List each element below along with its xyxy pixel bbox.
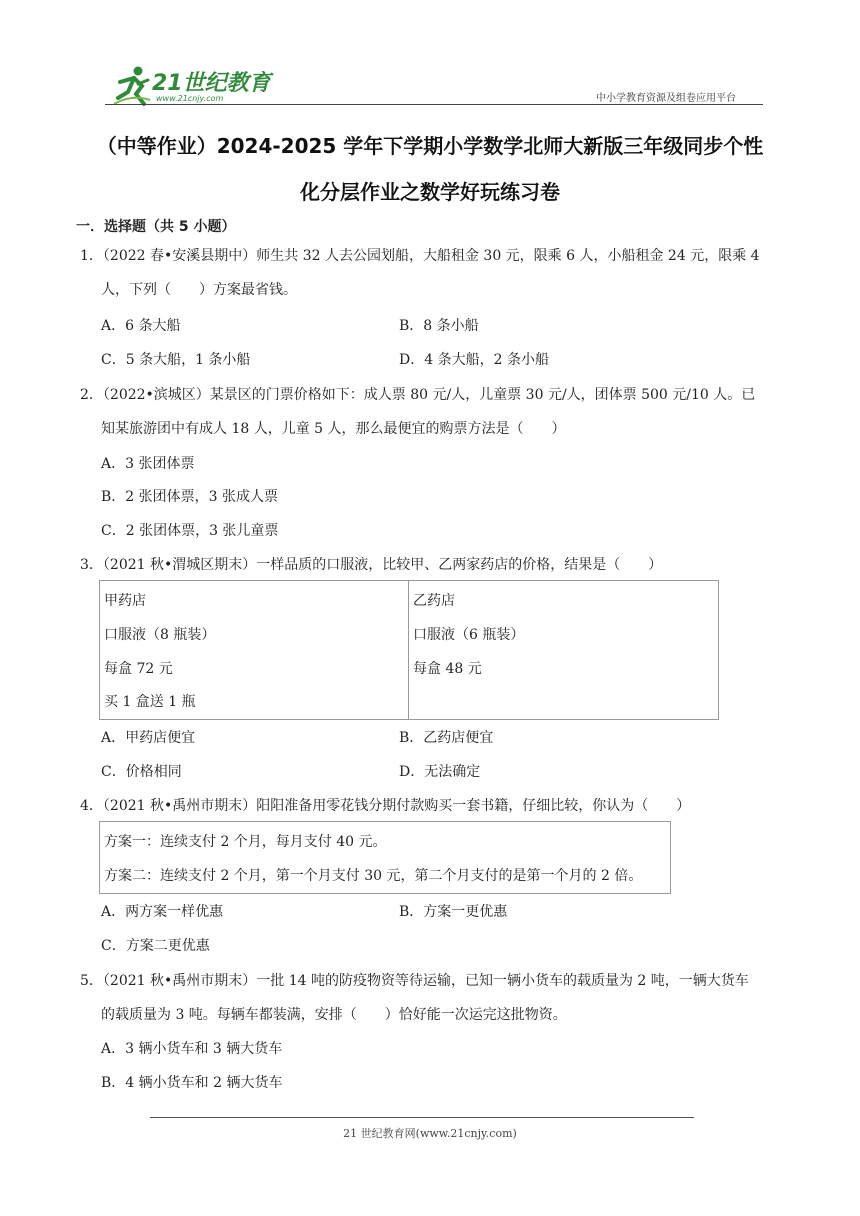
q3-stem: 3．（2021 秋•渭城区期末）一样品质的口服液，比较甲、乙两家药店的价格，结果是（ ） <box>80 557 663 573</box>
q2-stem-line1: 2．（2022•滨城区）某景区的门票价格如下：成人票 80 元/人，儿童票 30 元/人，团体票 500 元/10 人。已 <box>80 387 756 403</box>
q1-stem-line2: 人，下列（ ）方案最省钱。 <box>101 282 297 298</box>
footer-text: 21 世纪教育网(www.21cnjy.com) <box>343 1127 517 1140</box>
q2-option-b[interactable]: B．2 张团体票，3 张成人票 <box>101 489 279 505</box>
q3-table-left-1: 甲药店 <box>104 593 146 609</box>
footer-divider <box>150 1117 694 1118</box>
q3-option-c[interactable]: C．价格相同 <box>101 764 182 780</box>
q1-option-c[interactable]: C．5 条大船，1 条小船 <box>101 352 251 368</box>
q3-table-left-3: 每盒 72 元 <box>104 661 173 677</box>
q4-option-b[interactable]: B．方案一更优惠 <box>399 904 508 920</box>
q3-table-right-2: 口服液（6 瓶装） <box>413 627 525 643</box>
q4-option-a[interactable]: A．两方案一样优惠 <box>101 904 224 920</box>
logo-url: www.21cnjy.com <box>156 94 224 103</box>
q2-stem-line2: 知某旅游团中有成人 18 人，儿童 5 人，那么最便宜的购票方法是（ ） <box>101 421 566 437</box>
q3-option-b[interactable]: B．乙药店便宜 <box>399 730 494 746</box>
q3-table-left-4: 买 1 盒送 1 瓶 <box>104 694 196 710</box>
q4-stem: 4．（2021 秋•禹州市期末）阳阳准备用零花钱分期付款购买一套书籍，仔细比较，你认为（ ） <box>80 798 691 814</box>
q5-stem-line2: 的载质量为 3 吨。每辆车都装满，安排（ ）恰好能一次运完这批物资。 <box>101 1007 567 1023</box>
section-heading: 一．选择题（共 5 小题） <box>76 219 236 235</box>
q5-option-a[interactable]: A．3 辆小货车和 3 辆大货车 <box>101 1041 283 1057</box>
q4-option-c[interactable]: C．方案二更优惠 <box>101 938 210 954</box>
platform-name: 中小学教育资源及组卷应用平台 <box>596 93 736 104</box>
header-divider <box>105 104 763 105</box>
q5-stem-line1: 5．（2021 秋•禹州市期末）一批 14 吨的防疫物资等待运输，已知一辆小货车的载质量为 2 吨，一辆大货车 <box>80 973 749 989</box>
q2-option-c[interactable]: C．2 张团体票，3 张儿童票 <box>101 523 279 539</box>
q1-option-b[interactable]: B．8 条小船 <box>399 318 479 334</box>
runner-logo-icon <box>112 64 152 108</box>
q3-option-d[interactable]: D．无法确定 <box>399 764 481 780</box>
q1-option-a[interactable]: A．6 条大船 <box>101 318 181 334</box>
page-title-line2: 化分层作业之数学好玩练习卷 <box>300 180 560 204</box>
q1-stem-line1: 1．（2022 春•安溪县期中）师生共 32 人去公园划船，大船租金 30 元，限乘 6 人，小船租金 24 元，限乘 4 <box>80 248 760 264</box>
site-logo <box>112 64 282 108</box>
q1-option-d[interactable]: D．4 条大船，2 条小船 <box>399 352 549 368</box>
q2-option-a[interactable]: A．3 张团体票 <box>101 456 195 472</box>
q3-table-right-3: 每盒 48 元 <box>413 661 482 677</box>
q3-table-right-1: 乙药店 <box>413 593 455 609</box>
page-title-line1: （中等作业）2024-2025 学年下学期小学数学北师大新版三年级同步个性 <box>96 134 764 158</box>
q3-option-a[interactable]: A．甲药店便宜 <box>101 730 196 746</box>
q4-plan-2: 方案二：连续支付 2 个月，第一个月支付 30 元，第二个月支付的是第一个月的 2 倍。 <box>104 868 643 884</box>
q3-table-left-2: 口服液（8 瓶装） <box>104 627 216 643</box>
logo-text: 21世纪教育 <box>152 71 271 96</box>
q3-table-divider <box>408 580 409 720</box>
q5-option-b[interactable]: B．4 辆小货车和 2 辆大货车 <box>101 1075 283 1091</box>
q4-plan-1: 方案一：连续支付 2 个月，每月支付 40 元。 <box>104 834 387 850</box>
